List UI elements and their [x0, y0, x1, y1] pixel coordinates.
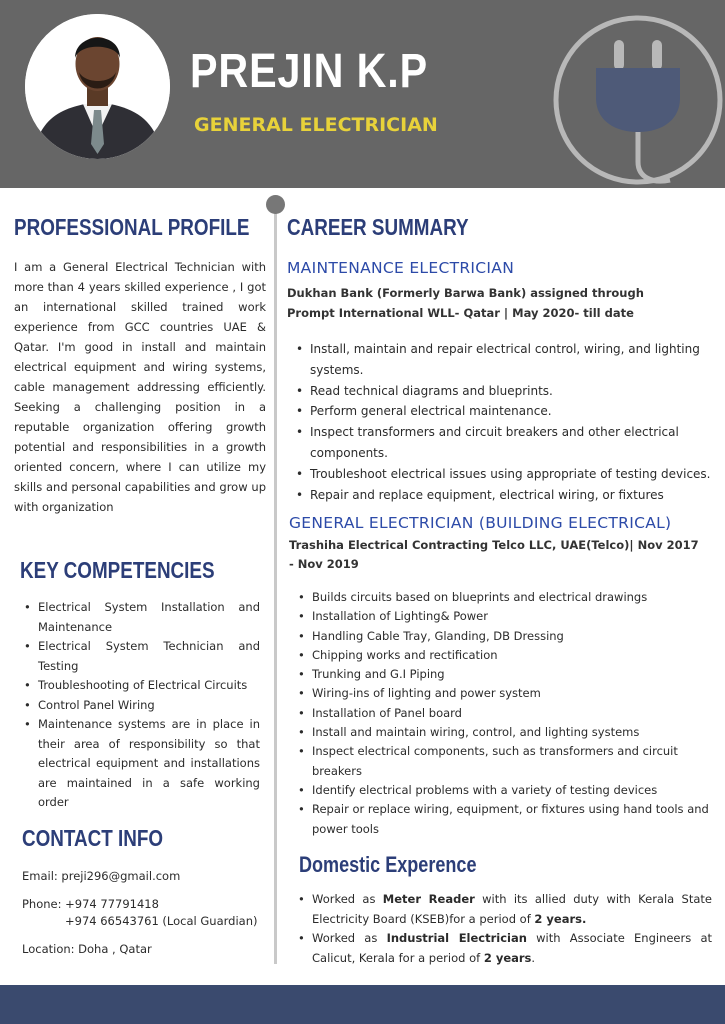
- list-item: • Install, maintain and repair electrical control, wiring, and lighting systems.: [294, 339, 718, 381]
- competencies-list: [22, 598, 260, 813]
- contact-heading: CONTACT INFO: [22, 825, 164, 851]
- contact-email[interactable]: Email: preji296@gmail.com: [22, 869, 181, 883]
- list-item: • Worked as Industrial Electrician with Associate Engineers at Calicut, Kerala for a period of 2 years.: [296, 929, 712, 968]
- list-item: • Trunking and G.I Piping: [296, 665, 712, 684]
- list-item: • Worked as Meter Reader with its allied duty with Kerala State Electricity Board (KSEB)for a period of 2 years.: [296, 890, 712, 929]
- list-item: • Inspect transformers and circuit breakers and other electrical components.: [294, 422, 718, 464]
- list-item: • Builds circuits based on blueprints and electrical drawings: [296, 588, 712, 607]
- job-role: GENERAL ELECTRICIAN: [194, 114, 438, 136]
- list-item: • Repair or replace wiring, equipment, or fixtures using hand tools and power tools: [296, 800, 712, 839]
- job-title-1: MAINTENANCE ELECTRICIAN: [287, 259, 515, 277]
- list-item: • Handling Cable Tray, Glanding, DB Dressing: [296, 627, 712, 646]
- company-1: Dukhan Bank (Formerly Barwa Bank) assigned through Prompt International WLL- Qatar | May 2020- till date: [287, 286, 644, 320]
- duties-list-1: [294, 339, 718, 505]
- list-item: • Installation of Lighting& Power: [296, 607, 712, 626]
- list-item: • Maintenance systems are in place in their area of responsibility so that electrical equipment and installations are maintained in a safe working order: [22, 715, 260, 813]
- list-item: • Perform general electrical maintenance.: [294, 401, 718, 422]
- plug-icon: [552, 12, 724, 188]
- list-item: • Electrical System Installation and Maintenance: [22, 598, 260, 637]
- company-2: Trashiha Electrical Contracting Telco LLC, UAE(Telco)| Nov 2017 - Nov 2019: [289, 538, 699, 571]
- duties-list-2: [296, 588, 712, 839]
- list-item: • Troubleshooting of Electrical Circuits: [22, 676, 260, 696]
- list-item: • Wiring-ins of lighting and power system: [296, 684, 712, 703]
- career-heading: CAREER SUMMARY: [287, 214, 469, 240]
- header-band: [0, 0, 725, 188]
- contact-phone-guardian[interactable]: +974 66543761 (Local Guardian): [65, 914, 258, 928]
- list-item: • Identify electrical problems with a variety of testing devices: [296, 781, 712, 800]
- avatar: [25, 14, 170, 159]
- profile-heading: PROFESSIONAL PROFILE: [14, 214, 250, 240]
- list-item: • Repair and replace equipment, electrical wiring, or fixtures: [294, 485, 718, 506]
- contact-phone[interactable]: Phone: +974 77791418: [22, 897, 159, 911]
- list-item: • Troubleshoot electrical issues using appropriate of testing devices.: [294, 464, 718, 485]
- job-title-2: GENERAL ELECTRICIAN (BUILDING ELECTRICAL): [289, 514, 672, 532]
- profile-text: I am a General Electrical Technician with more than 4 years skilled experience , I got an international skilled trained work experience from GCC countries UAE & Qatar. I'm good in install and maintain electrical equipment and wiring systems, cable management addressing efficiently. Seeking a challenging position in a reputable organization offering growth potential and responsibilities in a growth oriented concern, where I can utilize my skills and personal capabilities and grow up with organization: [14, 260, 266, 514]
- timeline-divider: [274, 202, 277, 964]
- list-item: • Read technical diagrams and blueprints.: [294, 381, 718, 402]
- domestic-heading: Domestic Experence: [299, 852, 477, 877]
- domestic-list: [296, 890, 712, 968]
- candidate-name: PREJIN K.P: [190, 45, 429, 98]
- footer-band: [0, 985, 725, 1024]
- list-item: • Chipping works and rectification: [296, 646, 712, 665]
- list-item: • Inspect electrical components, such as transformers and circuit breakers: [296, 742, 712, 781]
- list-item: • Install and maintain wiring, control, and lighting systems: [296, 723, 712, 742]
- list-item: • Control Panel Wiring: [22, 696, 260, 716]
- contact-location: Location: Doha , Qatar: [22, 942, 152, 956]
- list-item: • Installation of Panel board: [296, 704, 712, 723]
- competencies-heading: KEY COMPETENCIES: [20, 557, 215, 583]
- list-item: • Electrical System Technician and Testing: [22, 637, 260, 676]
- timeline-dot: [266, 195, 285, 214]
